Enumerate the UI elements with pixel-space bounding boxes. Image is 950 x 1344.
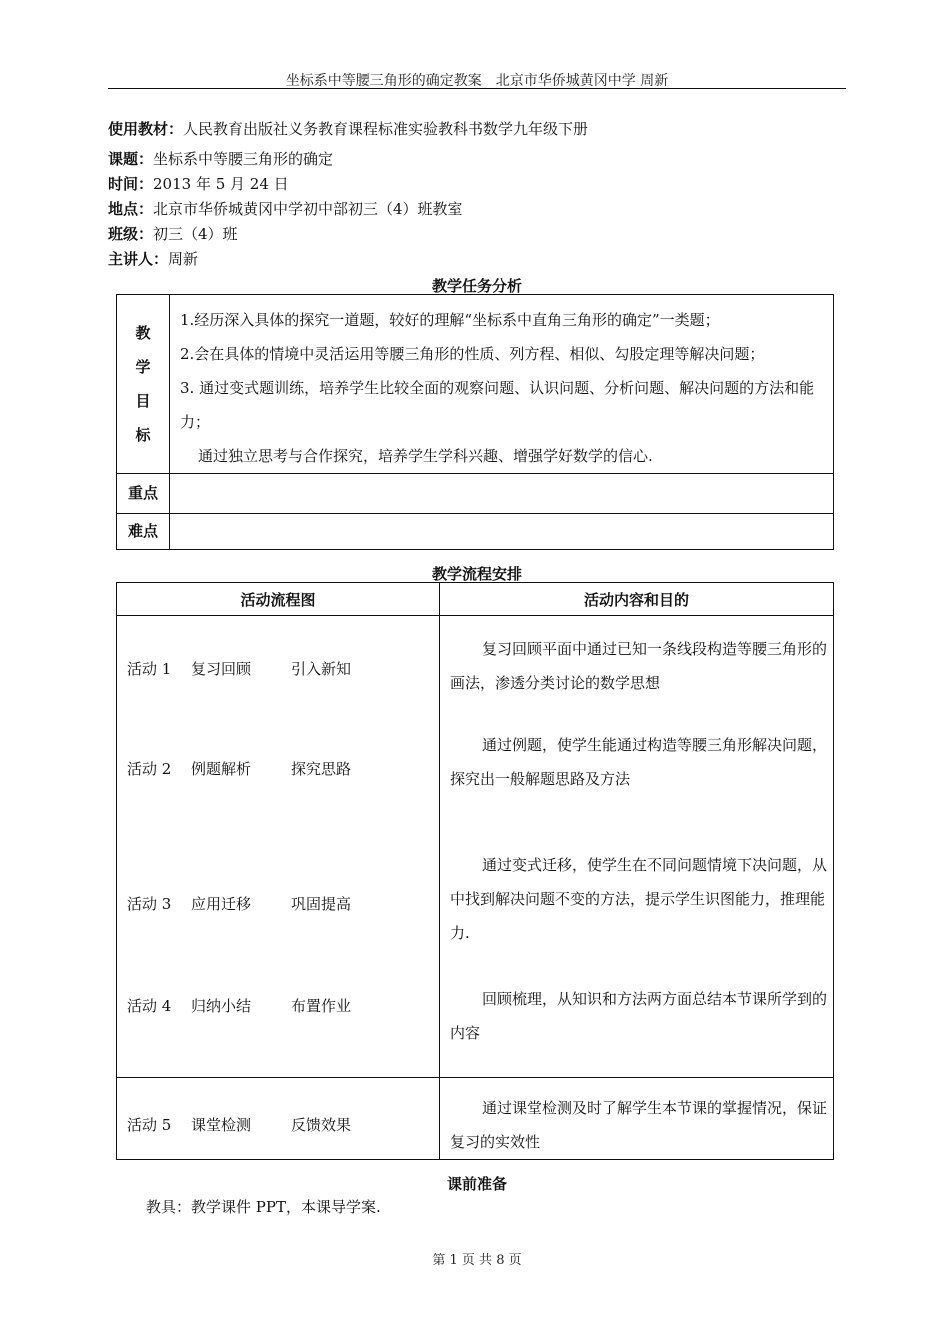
activity-5-row (117, 1078, 834, 1160)
goals-cell (170, 295, 834, 474)
activity-3 (127, 893, 351, 914)
meta-place-label: 地点： (108, 200, 154, 218)
page-header: 坐标系中等腰三角形的确定教案 北京市华侨城黄冈中学 周新 (285, 73, 669, 89)
activity-name: 复习回顾 (191, 660, 252, 678)
meta-time-label: 时间： (108, 175, 154, 193)
meta-time (108, 175, 289, 193)
goal-item: 2.会在具体的情境中灵活运用等腰三角形的性质、列方程、相似、勾股定理等解决问题； (180, 345, 765, 363)
difficulty-label: 难点 (117, 514, 170, 550)
goal-head-char: 目 (135, 392, 151, 410)
meta-time-value: 2013 年 5 月 24 日 (153, 175, 289, 193)
activity-1 (127, 658, 351, 679)
activity-name: 探究思路 (291, 760, 352, 778)
activity-desc (450, 728, 828, 796)
meta-lecturer (108, 250, 198, 268)
teaching-analysis-table (116, 294, 834, 550)
prep-line: 教具：教学课件 PPT，本课导学案. (146, 1198, 381, 1216)
key-point-label: 重点 (117, 474, 170, 514)
activity-5-flow-cell (117, 1078, 440, 1160)
meta-topic (108, 150, 333, 168)
activity-desc-text: 复习回顾平面中通过已知一条线段构造等腰三角形的画法，渗透分类讨论的数学思想 (450, 640, 828, 692)
goal-head-char: 教 (135, 324, 151, 342)
activity-name: 应用迁移 (191, 895, 252, 913)
meta-textbook (108, 120, 588, 138)
activity-desc (450, 982, 828, 1050)
prep-title: 课前准备 (446, 1175, 507, 1193)
activity-name: 反馈效果 (291, 1116, 352, 1134)
meta-class-label: 班级： (108, 225, 154, 243)
meta-place-value: 北京市华侨城黄冈中学初中部初三（4）班教室 (153, 200, 463, 218)
activity-desc (450, 848, 828, 950)
meta-textbook-value: 人民教育出版社义务教育课程标准实验教科书数学九年级下册 (183, 120, 589, 138)
meta-lecturer-value: 周新 (168, 250, 199, 268)
meta-class-value: 初三（4）班 (153, 225, 238, 243)
activity-desc-text: 通过课堂检测及时了解学生本节课的掌握情况，保证复习的实效性 (450, 1099, 828, 1151)
activity-num: 活动 4 (127, 997, 172, 1015)
activity-4 (127, 995, 351, 1016)
activity-desc (450, 1091, 828, 1159)
activity-desc-text: 回顾梳理，从知识和方法两方面总结本节课所学到的内容 (450, 990, 828, 1042)
goal-item: 3. 通过变式题训练，培养学生比较全面的观察问题、认识问题、分析问题、解决问题的方法和能力； (180, 379, 815, 431)
meta-textbook-label: 使用教材： (108, 120, 184, 138)
activity-desc (450, 632, 828, 700)
meta-place (108, 200, 463, 218)
activity-num: 活动 5 (127, 1116, 172, 1134)
activities-flow-cell (117, 616, 440, 1078)
teaching-process-table (116, 582, 834, 1160)
page-footer: 第 1 页 共 8 页 (432, 1253, 522, 1268)
activity-name: 课堂检测 (191, 1116, 252, 1134)
activities-content-cell (440, 616, 834, 1078)
activity-num: 活动 2 (127, 760, 172, 778)
activity-2 (127, 758, 351, 779)
activity-num: 活动 3 (127, 895, 172, 913)
meta-topic-value: 坐标系中等腰三角形的确定 (153, 150, 334, 168)
goal-head-char: 学 (135, 358, 151, 376)
activity-desc-text: 通过例题，使学生能通过构造等腰三角形解决问题，探究出一般解题思路及方法 (450, 736, 828, 788)
process-header-row (117, 583, 834, 616)
activities-row (117, 616, 834, 1078)
key-point-cell (170, 474, 834, 514)
process-title: 教学流程安排 (431, 565, 522, 583)
difficulty-row (117, 514, 834, 550)
col-header-flow: 活动流程图 (117, 583, 440, 616)
activity-name: 布置作业 (291, 997, 352, 1015)
goal-head-cell (117, 295, 170, 474)
activity-name: 例题解析 (191, 760, 252, 778)
activity-num: 活动 1 (127, 660, 172, 678)
activity-desc-text: 通过变式迁移，使学生在不同问题情境下决问题，从中找到解决问题不变的方法，提示学生识图能力，推理能力. (450, 856, 828, 942)
meta-topic-label: 课题： (108, 150, 154, 168)
goals-row (117, 295, 834, 474)
key-point-row (117, 474, 834, 514)
activity-name: 归纳小结 (191, 997, 252, 1015)
activity-5 (127, 1114, 351, 1135)
header-rule (108, 88, 846, 89)
goal-item: 1.经历深入具体的探究一道题，较好的理解“坐标系中直角三角形的确定”一类题； (180, 311, 720, 329)
activity-name: 巩固提高 (291, 895, 352, 913)
meta-class (108, 225, 238, 243)
goal-head-char: 标 (135, 426, 151, 444)
activity-name: 引入新知 (291, 660, 352, 678)
analysis-title: 教学任务分析 (431, 277, 522, 295)
col-header-content: 活动内容和目的 (440, 583, 834, 616)
meta-lecturer-label: 主讲人： (108, 250, 169, 268)
goal-item: 通过独立思考与合作探究，培养学生学科兴趣、增强学好数学的信心. (198, 447, 653, 465)
activity-5-content-cell (440, 1078, 834, 1160)
difficulty-cell (170, 514, 834, 550)
